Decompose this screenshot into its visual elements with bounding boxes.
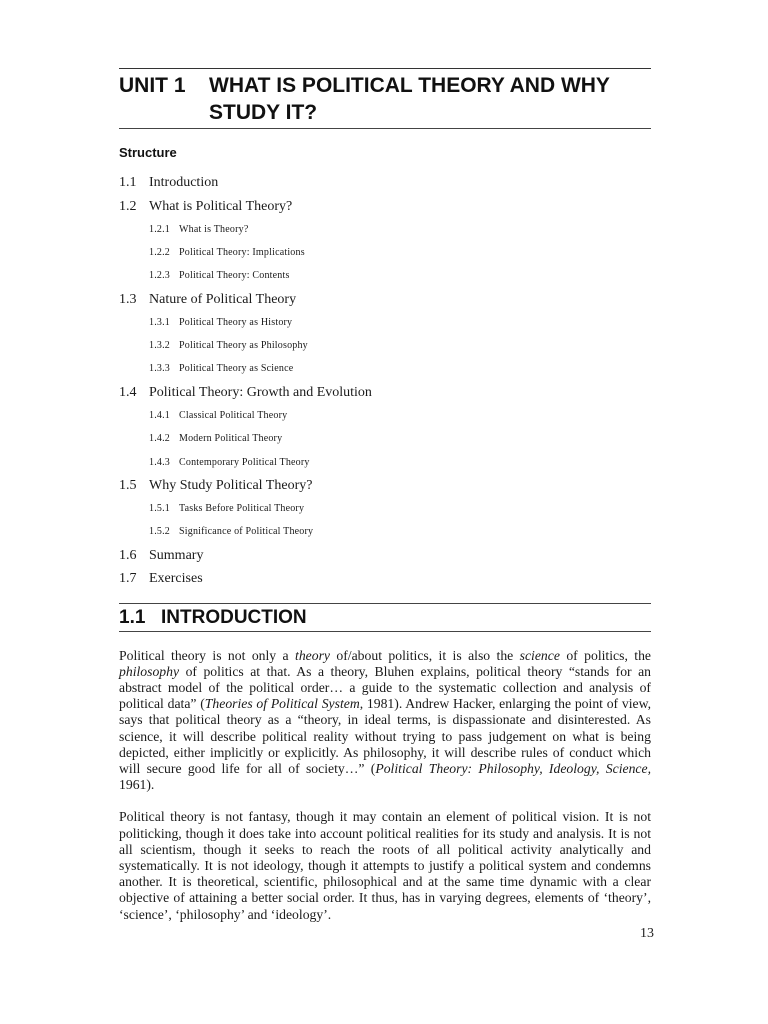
toc-subentry (119, 520, 651, 543)
toc-entry-label: Modern Political Theory (179, 433, 283, 445)
text-run: Political theory is not fantasy, though it may contain an element of political vision. It is not politicking, though it does take into account political realities for its study and analysis. It is not all scientism, though it seeks to reach the roots of all political activity analytically and systematically. It is not ideology, though it attempts to justify a political system and condemns another. It is theoretical, scientific, philosophical and at the same time dynamic with a clear objective of attaining a better social order. It thus, has in varying degrees, elements of ‘theory’, ‘science’, ‘philosophy’ and ‘ideology’. (119, 809, 651, 922)
toc-entry (119, 288, 651, 312)
text-run: of politics at that. As a theory, Bluhen explains, political theory “stands for an abstract model of the political order… a guide to the systematic collection and analysis of political data” ( (119, 663, 651, 712)
toc-entry-label: Why Study Political Theory? (149, 477, 313, 493)
toc-entry (119, 474, 651, 498)
toc-entry-number: 1.2.3 (149, 270, 170, 282)
toc-entry-number: 1.3.1 (149, 317, 170, 329)
toc-subentry (119, 427, 651, 450)
unit-title: WHAT IS POLITICAL THEORY AND WHY STUDY IT? (209, 74, 610, 124)
unit-number: UNIT 1 (119, 74, 186, 97)
text-run: of/about politics, it is also the (330, 647, 520, 663)
toc-subentry (119, 404, 651, 427)
toc-entry-number: 1.6 (119, 547, 137, 563)
text-run: Political theory is not only a (119, 647, 296, 663)
section-heading (119, 604, 651, 631)
toc-entry-number: 1.4.2 (149, 433, 170, 445)
toc-entry-label: Political Theory as Science (179, 363, 294, 375)
toc-entry-label: Classical Political Theory (179, 410, 288, 422)
toc-entry-label: Political Theory: Contents (179, 270, 290, 282)
toc-entry-label: Political Theory: Implications (179, 247, 305, 259)
toc-entry-label: Exercises (149, 571, 203, 587)
toc-entry (119, 544, 651, 568)
toc-entry-number: 1.4.1 (149, 410, 170, 422)
toc-entry-label: Summary (149, 547, 204, 563)
section-title: INTRODUCTION (161, 606, 307, 628)
toc-entry-number: 1.7 (119, 571, 137, 587)
toc-subentry (119, 311, 651, 334)
unit-heading (119, 69, 651, 128)
toc-entry (119, 195, 651, 219)
toc-entry-label: Political Theory as History (179, 317, 293, 329)
section-bottom-rule (119, 631, 651, 632)
toc-entry-number: 1.2.2 (149, 247, 170, 259)
toc-entry-number: 1.5.2 (149, 526, 170, 538)
toc-entry-number: 1.5 (119, 477, 137, 493)
page-content (119, 68, 651, 923)
italic-text: philosophy (119, 663, 180, 679)
text-run: 1961). (119, 777, 155, 793)
toc-entry-label: Significance of Political Theory (179, 526, 314, 538)
page-number: 13 (640, 926, 654, 941)
toc-entry-label: What is Political Theory? (149, 198, 293, 214)
toc-entry (119, 381, 651, 405)
section-introduction (119, 603, 651, 923)
toc-subentry (119, 334, 651, 357)
structure-label: Structure (119, 145, 177, 160)
toc-entry-number: 1.2.1 (149, 224, 170, 235)
toc-subentry (119, 451, 651, 474)
toc-entry-number: 1.3.2 (149, 340, 170, 352)
toc-entry-label: What is Theory? (179, 224, 249, 235)
paragraph-1 (119, 648, 651, 794)
toc-subentry (119, 357, 651, 380)
text-run: , 1981). Andrew Hacker, enlarging the point of view, says that political theory as a “theory, in ideal terms, is dispassionate and disinterested. As science, it will describe political reality without trying to pass judgement on what is being depicted, either implicitly or explicitly. As philosophy, it will describe rules of conduct which will secure good life for all of society…” ( (119, 696, 651, 776)
toc-entry-number: 1.3.3 (149, 363, 170, 375)
toc-entry-label: Introduction (149, 175, 219, 190)
toc-entry-number: 1.4.3 (149, 456, 170, 468)
toc-entry-number: 1.3 (119, 291, 137, 307)
text-run: of politics, the (559, 647, 651, 663)
toc-entry-number: 1.5.1 (149, 503, 170, 515)
toc-subentry (119, 497, 651, 520)
italic-text: Theories of Political System (204, 696, 360, 712)
toc-subentry (119, 218, 651, 241)
section-number: 1.1 (119, 606, 146, 628)
toc-entry-number: 1.1 (119, 175, 137, 190)
toc-entry-number: 1.4 (119, 384, 137, 400)
paragraph-2 (119, 809, 651, 922)
italic-text: theory (295, 647, 330, 663)
toc-entry (119, 171, 651, 195)
toc-subentry (119, 241, 651, 264)
toc-subentry (119, 264, 651, 287)
toc-entry-label: Political Theory: Growth and Evolution (149, 384, 372, 400)
toc-entry-label: Nature of Political Theory (149, 291, 297, 307)
italic-text: science (519, 647, 560, 663)
toc-entry-label: Political Theory as Philosophy (179, 340, 308, 352)
toc-entry-number: 1.2 (119, 198, 137, 214)
italic-text: Political Theory: Philosophy, Ideology, Science, (375, 760, 651, 776)
table-of-contents (119, 171, 651, 591)
toc-entry-label: Contemporary Political Theory (179, 456, 310, 468)
toc-entry-label: Tasks Before Political Theory (179, 503, 305, 515)
toc-entry (119, 567, 651, 591)
heading-underline (119, 128, 651, 129)
